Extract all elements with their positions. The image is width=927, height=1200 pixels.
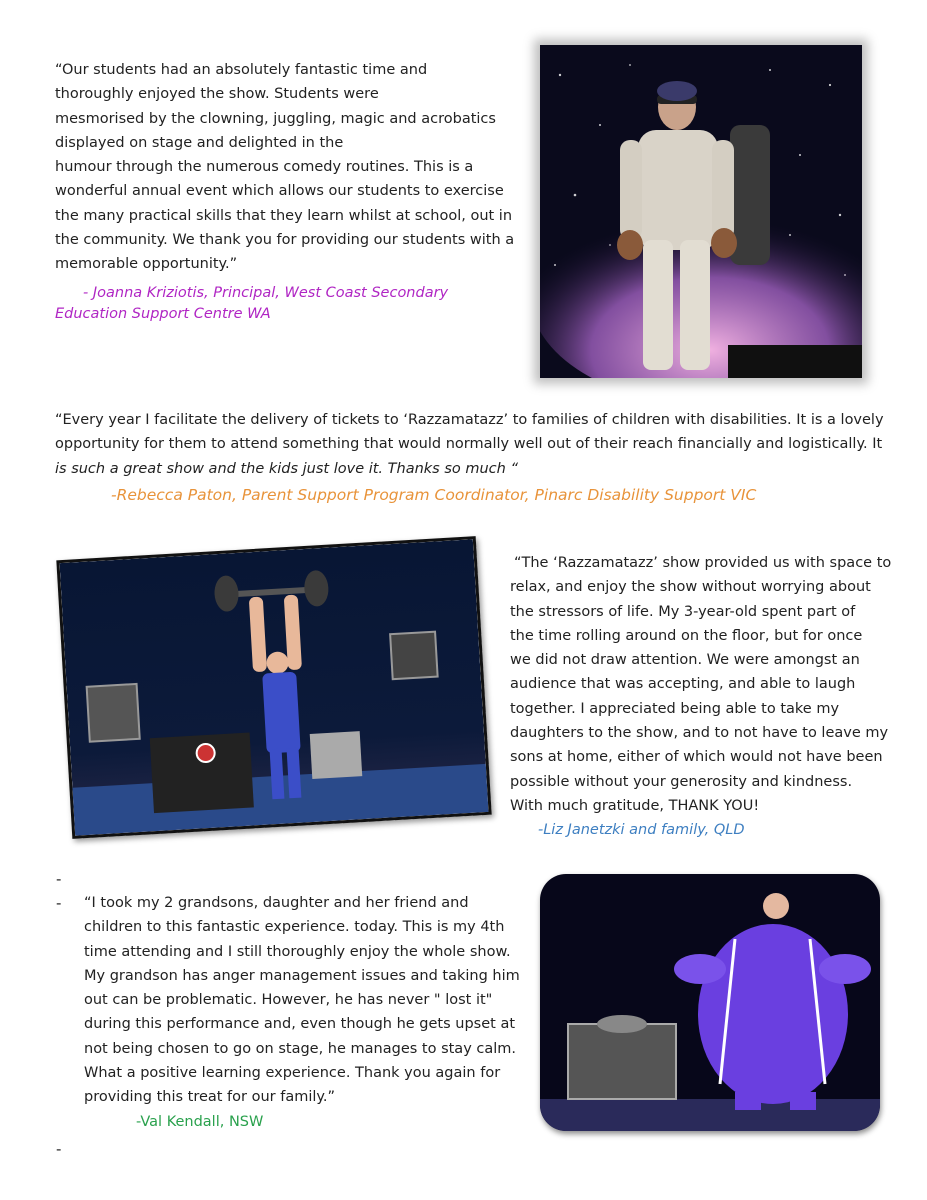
quote-line: the stressors of life. My 3-year-old spent part of xyxy=(510,603,856,620)
bullet-dash: - xyxy=(56,894,62,912)
photo-strongman-barbell xyxy=(56,536,491,839)
quote-line: providing this treat for our family.” xyxy=(84,1089,336,1106)
attribution-line: Education Support Centre WA xyxy=(55,305,271,322)
quote-line: My grandson has anger management issues and taking him xyxy=(84,967,520,984)
quote-line: wonderful annual event which allows our students to exercise xyxy=(55,183,504,200)
quote-line: the many practical skills that they learn whilst at school, out in xyxy=(55,207,513,224)
photo-inflatable-suit xyxy=(540,874,880,1131)
quote-line: What a positive learning experience. Thank you again for xyxy=(84,1065,501,1082)
quote-line: opportunity for them to attend something that would normally well out of their reach financially and logistically. It xyxy=(55,436,883,453)
quote-line: the community. We thank you for providing our students with a xyxy=(55,232,515,249)
quote-line: “Every year I facilitate the delivery of tickets to ‘Razzamatazz’ to families of children with disabilities. It is a lovely xyxy=(55,412,884,428)
attribution xyxy=(55,283,525,325)
quote-line: With much gratitude, THANK YOU! xyxy=(510,797,760,814)
quote-line: daughters to the show, and to not have to leave my xyxy=(510,725,889,742)
bullet-dash: - xyxy=(56,1140,62,1158)
quote-line: possible without your generosity and kindness. xyxy=(510,773,853,790)
attribution: -Liz Janetzki and family, QLD xyxy=(538,822,745,839)
bullet-dash: - xyxy=(56,870,62,888)
quote-line: displayed on stage and delighted in the xyxy=(55,134,344,151)
testimonial-grandparent-nsw xyxy=(84,891,524,1134)
testimonial-parent-support xyxy=(55,408,895,507)
attribution: -Val Kendall, NSW xyxy=(136,1113,264,1130)
quote-line: “I took my 2 grandsons, daughter and her friend and xyxy=(84,895,469,911)
quote-line: “Our students had an absolutely fantastic time and xyxy=(55,62,428,78)
quote-line: mesmorised by the clowning, juggling, magic and acrobatics xyxy=(55,110,496,127)
quote-line: not being chosen to go on stage, he manages to stay calm. xyxy=(84,1040,517,1057)
attribution: -Rebecca Paton, Parent Support Program Coordinator, Pinarc Disability Support VIC xyxy=(111,485,757,504)
quote-line: we did not draw attention. We were amongst an xyxy=(510,652,860,669)
quote-line: thoroughly enjoyed the show. Students were xyxy=(55,86,379,103)
quote-line: sons at home, either of which would not have been xyxy=(510,749,883,766)
quote-line: the time rolling around on the floor, but for once xyxy=(510,627,863,644)
quote-line: “The ‘Razzamatazz’ show provided us with space to xyxy=(514,555,892,571)
quote-line: audience that was accepting, and able to laugh xyxy=(510,676,856,693)
quote-line: is such a great show and the kids just love it. Thanks so much “ xyxy=(55,460,518,477)
quote-line: children to this fantastic experience. today. This is my 4th xyxy=(84,919,505,936)
quote-line: together. I appreciated being able to take my xyxy=(510,700,840,717)
quote-line: humour through the numerous comedy routines. This is a xyxy=(55,159,474,176)
photo-jetpack-performer xyxy=(540,45,862,378)
quote-line: during this performance and, even though he gets upset at xyxy=(84,1016,516,1033)
testimonial-family-qld xyxy=(510,551,910,843)
quote-line: memorable opportunity.” xyxy=(55,256,238,273)
quote-line: out can be problematic. However, he has never " lost it" xyxy=(84,992,493,1009)
testimonial-principal xyxy=(55,58,525,325)
quote-line: relax, and enjoy the show without worrying about xyxy=(510,579,871,596)
attribution-line: - Joanna Kriziotis, Principal, West Coast Secondary xyxy=(83,284,449,301)
quote-line: time attending and I still thoroughly enjoy the whole show. xyxy=(84,943,511,960)
